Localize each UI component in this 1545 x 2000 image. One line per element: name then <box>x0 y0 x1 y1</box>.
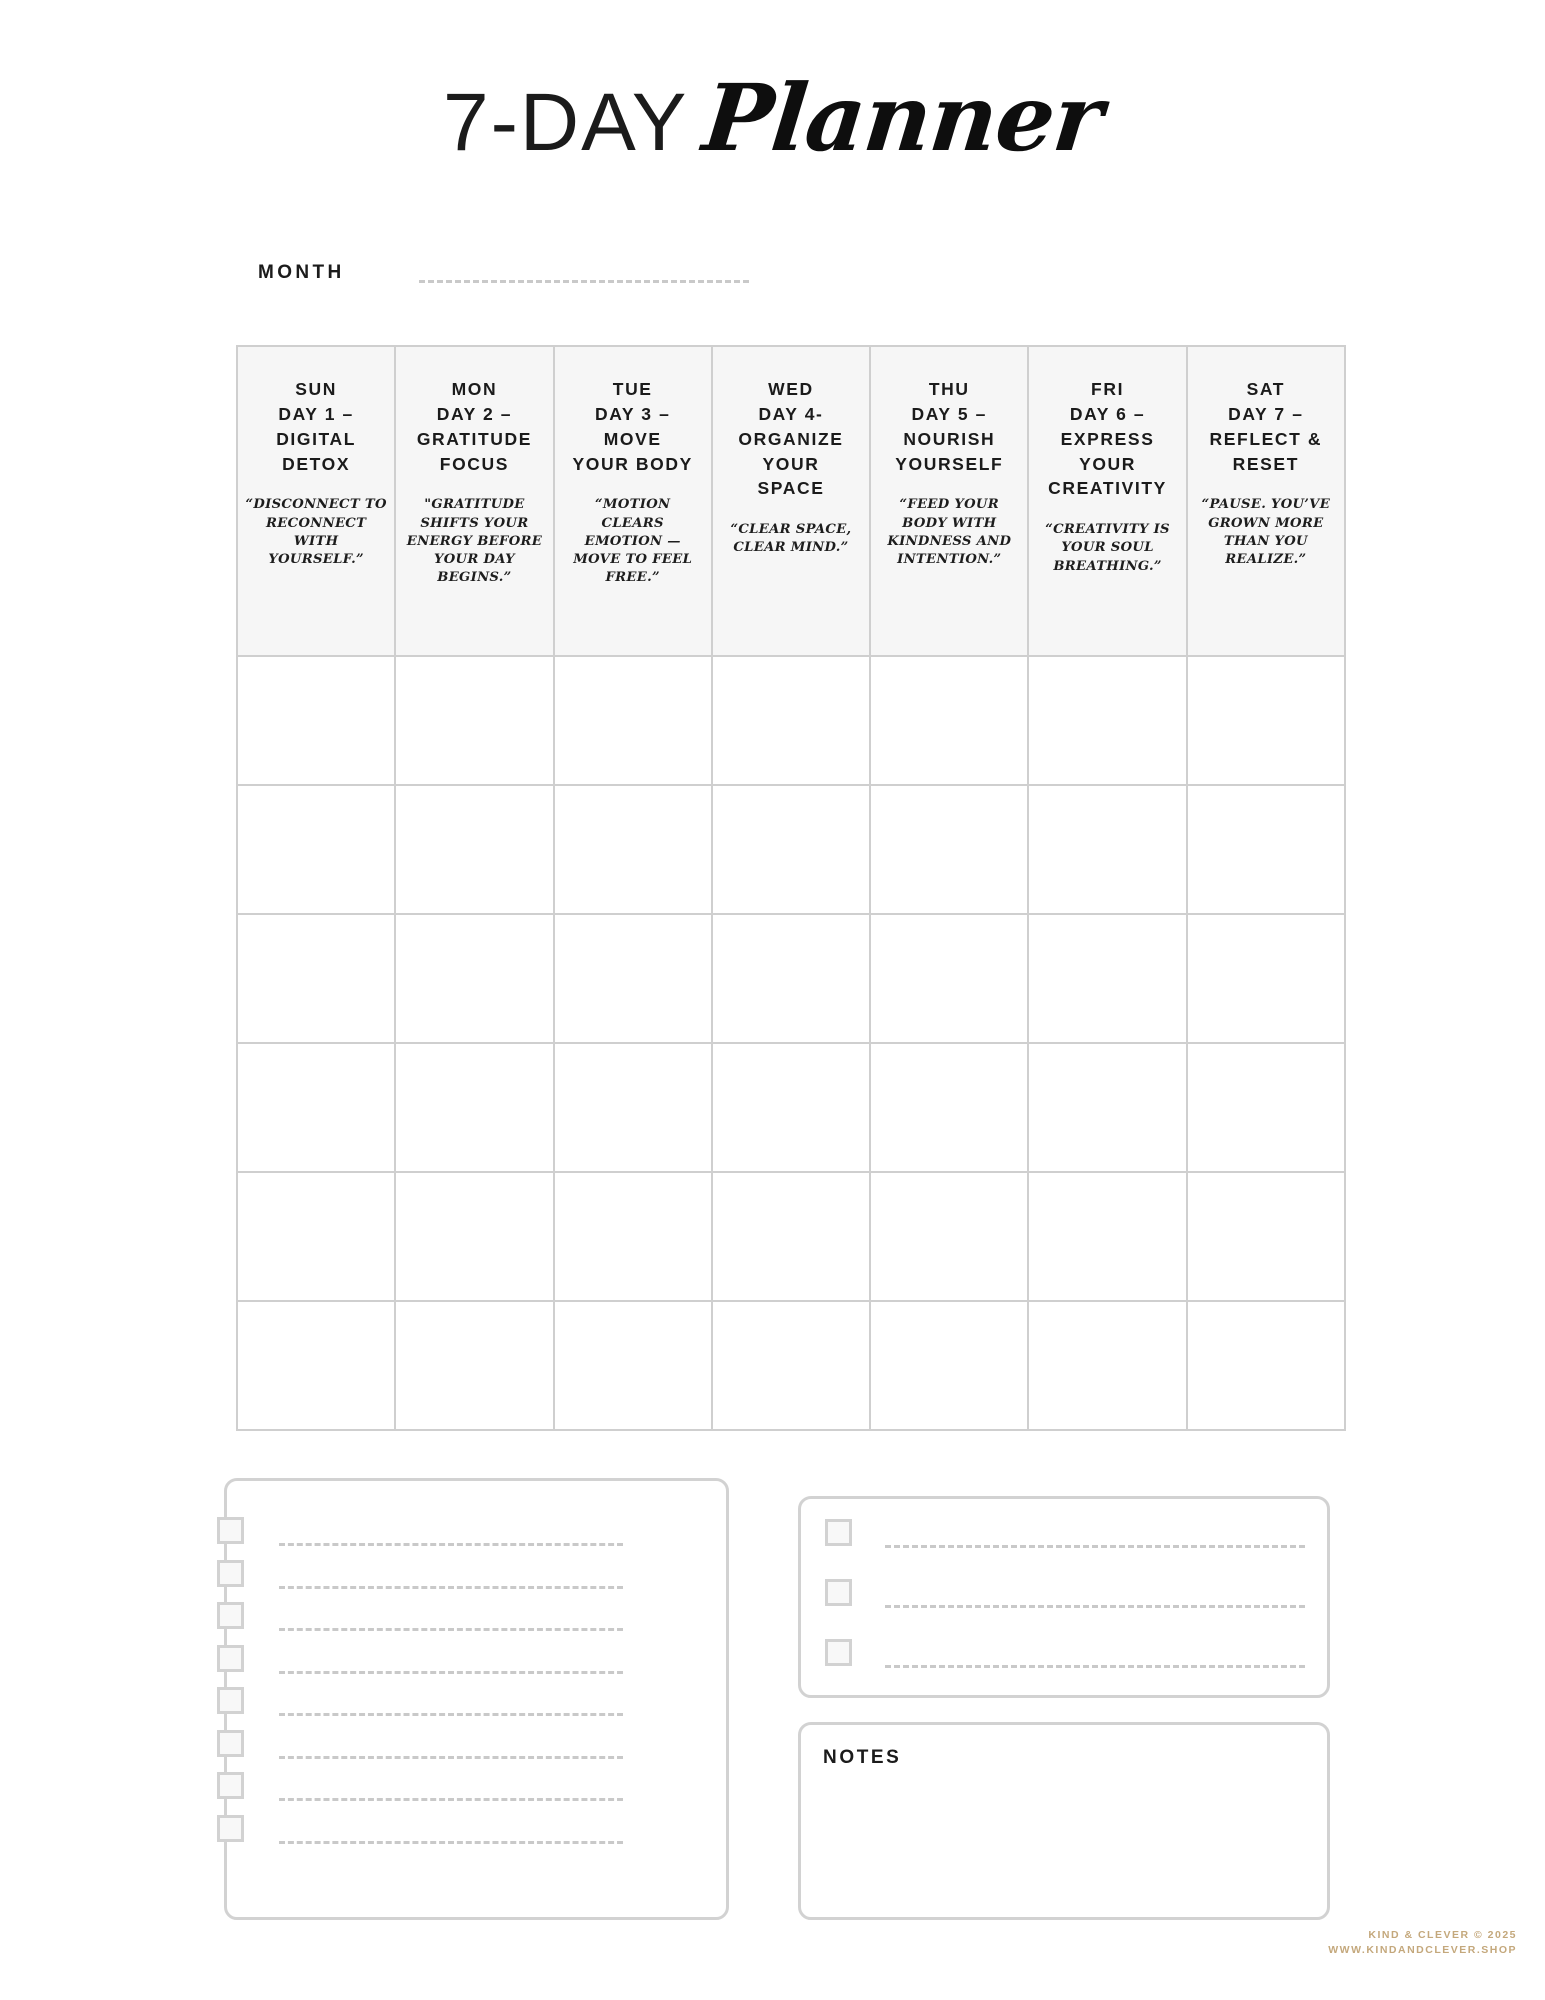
day-heading: SAT DAY 7 – REFLECT & RESET <box>1209 379 1323 474</box>
grid-cell[interactable] <box>238 1173 396 1302</box>
day-heading: SUN DAY 1 – DIGITAL DETOX <box>276 379 357 474</box>
grid-row <box>238 786 1346 915</box>
checklist-input-line[interactable] <box>279 1543 623 1546</box>
day-heading: THU DAY 5 – NOURISH YOURSELF <box>895 379 1004 474</box>
checkbox[interactable] <box>217 1687 244 1714</box>
grid-cell[interactable] <box>871 915 1029 1044</box>
day-quote: “CREATIVITY IS YOUR SOUL BREATHING.” <box>1045 522 1170 574</box>
notes-label: NOTES <box>823 1747 902 1768</box>
grid-cell[interactable] <box>1029 915 1187 1044</box>
planner-grid <box>236 345 1346 1431</box>
title-script-text: Planner <box>698 64 1108 172</box>
checklist-input-line[interactable] <box>279 1628 623 1631</box>
day-quote: “DISCONNECT TO RECONNECT WITH YOURSELF.” <box>245 497 387 568</box>
checkbox[interactable] <box>217 1772 244 1799</box>
day-quote: "GRATITUDE SHIFTS YOUR ENERGY BEFORE YOUR DAY BEGINS.” <box>406 497 543 586</box>
grid-cell[interactable] <box>555 1044 713 1173</box>
checklist-input-line[interactable] <box>279 1756 623 1759</box>
grid-cell[interactable] <box>871 657 1029 786</box>
day-header-cell-thu <box>871 347 1029 657</box>
day-quote: “FEED YOUR BODY WITH KINDNESS AND INTENTION.” <box>887 497 1012 568</box>
day-heading: FRI DAY 6 – EXPRESS YOUR CREATIVITY <box>1048 379 1167 499</box>
day-header-cell-wed <box>713 347 871 657</box>
notes-panel[interactable] <box>798 1722 1330 1920</box>
checkbox[interactable] <box>825 1639 852 1666</box>
checkbox[interactable] <box>217 1517 244 1544</box>
grid-cell[interactable] <box>713 786 871 915</box>
day-header-cell-mon <box>396 347 554 657</box>
grid-row <box>238 1173 1346 1302</box>
grid-cell[interactable] <box>713 1044 871 1173</box>
grid-cell[interactable] <box>871 1302 1029 1431</box>
grid-cell[interactable] <box>1188 786 1346 915</box>
grid-cell[interactable] <box>1029 657 1187 786</box>
checkbox[interactable] <box>825 1519 852 1546</box>
grid-cell[interactable] <box>555 915 713 1044</box>
title-main-text: 7-DAY <box>443 77 689 168</box>
grid-cell[interactable] <box>1188 657 1346 786</box>
checklist-panel-left <box>224 1478 729 1920</box>
grid-cell[interactable] <box>1029 786 1187 915</box>
checklist-input-line[interactable] <box>279 1586 623 1589</box>
grid-header-row <box>238 347 1346 657</box>
grid-cell[interactable] <box>238 657 396 786</box>
grid-cell[interactable] <box>871 786 1029 915</box>
checklist-input-line[interactable] <box>279 1841 623 1844</box>
grid-cell[interactable] <box>238 915 396 1044</box>
grid-cell[interactable] <box>1188 915 1346 1044</box>
month-field <box>258 258 749 288</box>
footer-line-2: WWW.KINDANDCLEVER.SHOP <box>1328 1944 1517 1957</box>
grid-cell[interactable] <box>555 786 713 915</box>
day-header-cell-tue <box>555 347 713 657</box>
grid-cell[interactable] <box>555 1173 713 1302</box>
grid-row <box>238 1302 1346 1431</box>
grid-cell[interactable] <box>871 1044 1029 1173</box>
checklist-input-line[interactable] <box>885 1665 1305 1668</box>
checkbox[interactable] <box>217 1560 244 1587</box>
checkbox[interactable] <box>217 1815 244 1842</box>
grid-cell[interactable] <box>396 1173 554 1302</box>
footer-line-1: KIND & CLEVER © 2025 <box>1368 1929 1517 1941</box>
day-heading: TUE DAY 3 – MOVE YOUR BODY <box>572 379 693 474</box>
checkbox[interactable] <box>825 1579 852 1606</box>
grid-row <box>238 1044 1346 1173</box>
grid-cell[interactable] <box>1029 1173 1187 1302</box>
grid-row <box>238 657 1346 786</box>
grid-cell[interactable] <box>1029 1302 1187 1431</box>
checkbox[interactable] <box>217 1602 244 1629</box>
checkbox[interactable] <box>217 1645 244 1672</box>
grid-cell[interactable] <box>396 657 554 786</box>
grid-cell[interactable] <box>1188 1302 1346 1431</box>
grid-cell[interactable] <box>396 915 554 1044</box>
footer-credit <box>1328 1928 1517 1958</box>
grid-cell[interactable] <box>555 657 713 786</box>
grid-cell[interactable] <box>1029 1044 1187 1173</box>
month-input-line[interactable] <box>419 280 749 283</box>
checklist-input-line[interactable] <box>885 1545 1305 1548</box>
month-label: MONTH <box>258 262 345 283</box>
grid-cell[interactable] <box>713 657 871 786</box>
grid-cell[interactable] <box>396 786 554 915</box>
page-title <box>0 64 1545 172</box>
day-quote: “PAUSE. YOU’VE GROWN MORE THAN YOU REALIZE.” <box>1201 497 1331 568</box>
grid-cell[interactable] <box>1188 1044 1346 1173</box>
day-heading: WED DAY 4- ORGANIZE YOUR SPACE <box>738 379 844 499</box>
checklist-input-line[interactable] <box>279 1798 623 1801</box>
grid-cell[interactable] <box>396 1044 554 1173</box>
checklist-input-line[interactable] <box>279 1713 623 1716</box>
grid-cell[interactable] <box>1188 1173 1346 1302</box>
grid-cell[interactable] <box>713 915 871 1044</box>
grid-cell[interactable] <box>396 1302 554 1431</box>
day-header-cell-sat <box>1188 347 1346 657</box>
checkbox[interactable] <box>217 1730 244 1757</box>
day-header-cell-sun <box>238 347 396 657</box>
checklist-panel-right <box>798 1496 1330 1698</box>
grid-cell[interactable] <box>238 1302 396 1431</box>
grid-row <box>238 915 1346 1044</box>
grid-cell[interactable] <box>238 1044 396 1173</box>
day-quote: “MOTION CLEARS EMOTION — MOVE TO FEEL FREE.” <box>573 497 693 586</box>
grid-cell[interactable] <box>871 1173 1029 1302</box>
checklist-input-line[interactable] <box>279 1671 623 1674</box>
grid-cell[interactable] <box>713 1173 871 1302</box>
day-quote: “CLEAR SPACE, CLEAR MIND.” <box>730 522 852 556</box>
grid-cell[interactable] <box>713 1302 871 1431</box>
grid-cell[interactable] <box>238 786 396 915</box>
day-header-cell-fri <box>1029 347 1187 657</box>
grid-cell[interactable] <box>555 1302 713 1431</box>
checklist-input-line[interactable] <box>885 1605 1305 1608</box>
day-heading: MON DAY 2 – GRATITUDE FOCUS <box>416 379 533 474</box>
